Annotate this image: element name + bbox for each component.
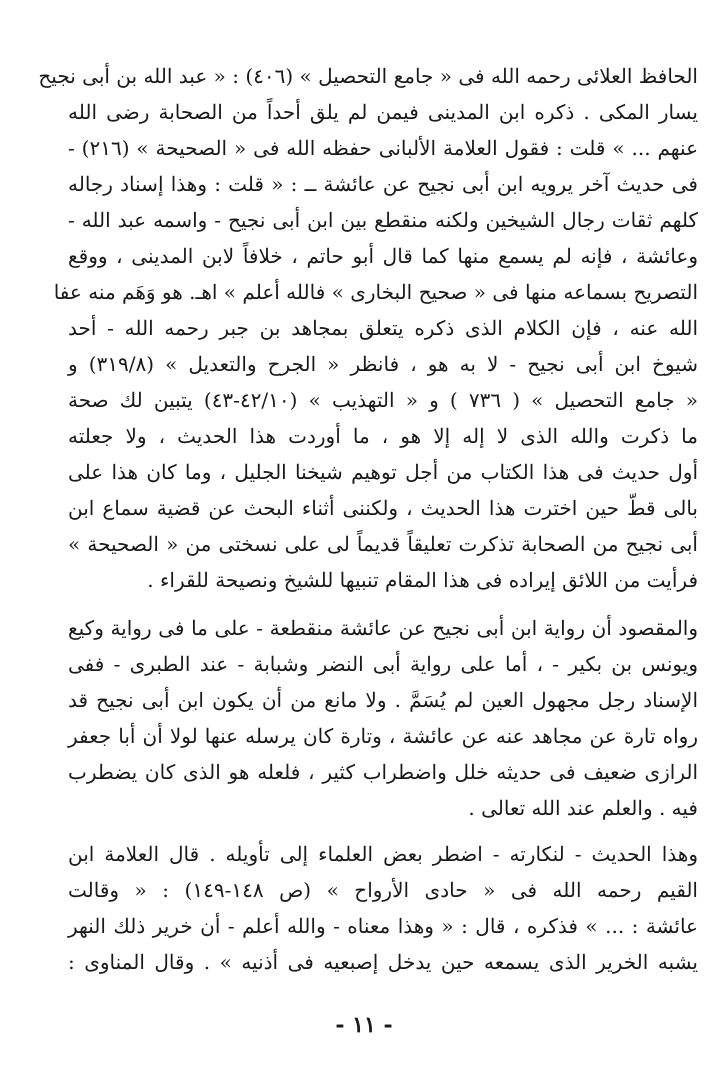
text-line: التصريح بسماعه منها فى « صحيح البخارى » فالله أعلم » اهـ. هو وَهَم منه عفا bbox=[53, 280, 698, 304]
text-line: يسار المكى . ذكره ابن المدينى فيمن لم يلق أحداً من الصحابة رضى الله bbox=[68, 100, 698, 124]
text-line: أول حديث فى هذا الكتاب من أجل توهيم شيخنا الجليل ، وما كان هذا على bbox=[68, 460, 698, 484]
text-line: والمقصود أن رواية ابن أبى نجيح عن عائشة منقطعة - على ما فى رواية وكيع bbox=[68, 616, 698, 640]
page-number: - ١١ - bbox=[335, 1012, 393, 1038]
text-line: القيم رحمه الله فى « حادى الأرواح » (ص ١٤٨-١٤٩) : « وقالت bbox=[68, 878, 698, 902]
text-line: الإسناد رجل مجهول العين لم يُسَمَّ . ولا مانع من أن يكون ابن أبى نجيح قد bbox=[68, 688, 698, 712]
text-line: عنهم ... » قلت : فقول العلامة الألبانى حفظه الله فى « الصحيحة » (٢١٦) - bbox=[68, 136, 698, 160]
text-line: شيوخ ابن أبى نجيح - لا به هو ، فانظر « الجرح والتعديل » (٣١٩/٨) و bbox=[68, 352, 698, 376]
text-line: وعائشة ، فإنه لم يسمع منها كما قال أبو حاتم ، خلافاً لابن المدينى ، ووقع bbox=[68, 244, 698, 268]
text-line: فى حديث آخر يرويه ابن أبى نجيح عن عائشة ــ : « قلت : وهذا إسناد رجاله bbox=[68, 172, 698, 196]
text-line: « جامع التحصيل » ( ٧٣٦ ) و « التهذيب » (٤٢/١٠-٤٣) يتبين لك صحة bbox=[68, 388, 698, 412]
text-line: بالى قطّ حين اخترت هذا الحديث ، ولكننى أثناء البحث عن قضية سماع ابن bbox=[68, 496, 698, 520]
text-line: فيه . والعلم عند الله تعالى . bbox=[468, 796, 698, 820]
text-line: فرأيت من اللائق إيراده فى هذا المقام تنبيها للشيخ ونصيحة للقراء . bbox=[147, 568, 698, 592]
text-line: ويونس بن بكير - ، أما على رواية أبى النضر وشبابة - عند الطبرى - ففى bbox=[68, 652, 698, 676]
paragraph-1 bbox=[38, 58, 698, 598]
text-line: عائشة : ... » فذكره ، قال : « وهذا معناه - والله أعلم - أن خرير ذلك النهر bbox=[68, 914, 698, 938]
text-line: الله عنه ، فإن الكلام الذى ذكره يتعلق بمجاهد بن جبر رحمه الله - أحد bbox=[68, 316, 698, 340]
paragraph-2 bbox=[68, 610, 698, 826]
text-line: يشبه الخرير الذى يسمعه حين يدخل إصبعيه فى أذنيه » . وقال المناوى : bbox=[68, 950, 698, 974]
text-line: الحافظ العلائى رحمه الله فى « جامع التحصيل » (٤٠٦) : « عبد الله بن أبى نجيح bbox=[38, 64, 698, 88]
text-line: كلهم ثقات رجال الشيخين ولكنه منقطع بين ابن أبى نجيح - واسمه عبد الله - bbox=[68, 208, 698, 232]
paragraph-3 bbox=[68, 836, 698, 980]
text-line: رواه تارة عن مجاهد عنه عن عائشة ، وتارة كان يرسله عنها لولا أن أبا جعفر bbox=[68, 724, 698, 748]
text-line: وهذا الحديث - لنكارته - اضطر بعض العلماء إلى تأويله . قال العلامة ابن bbox=[68, 842, 698, 866]
text-line: ما ذكرت والله الذى لا إله إلا هو ، ما أوردت هذا الحديث ، ولا جعلته bbox=[68, 424, 698, 448]
text-line: الرازى ضعيف فى حديثه خلل واضطراب كثير ، فلعله هو الذى كان يضطرب bbox=[68, 760, 698, 784]
text-line: أبى نجيح من الصحابة تذكرت تعليقاً قديماً لى على نسختى من « الصحيحة » bbox=[68, 532, 698, 556]
